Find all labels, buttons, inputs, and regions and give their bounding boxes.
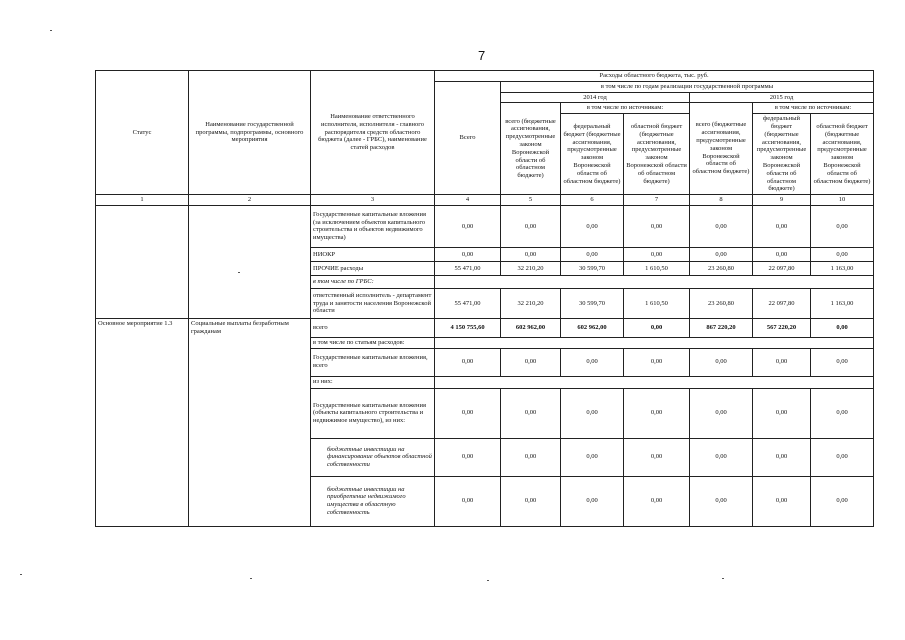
value-cell: 0,00 <box>561 388 624 438</box>
value-cell: 0,00 <box>753 388 811 438</box>
header-col10: областной бюджет (бюджетные ассигнования, предусмотренные законом Воронежской области об областном бюджете) <box>811 114 874 195</box>
value-cell: 32 210,20 <box>501 288 561 318</box>
value-cell: 0,00 <box>690 348 753 376</box>
row-label: в том числе по статьям расходов: <box>311 337 435 348</box>
col-number: 2 <box>189 195 311 206</box>
header-program: Наименование государственной программы, подпрограммы, основного мероприятия <box>189 71 311 195</box>
value-cell: 0,00 <box>753 247 811 261</box>
value-cell: 0,00 <box>435 476 501 526</box>
value-cell: 867 220,20 <box>690 318 753 337</box>
value-cell: 0,00 <box>501 348 561 376</box>
budget-table <box>95 70 874 527</box>
col-number: 1 <box>96 195 189 206</box>
value-cell: 0,00 <box>435 205 501 247</box>
value-cell: 0,00 <box>561 438 624 476</box>
header-year-2014: 2014 год <box>501 92 690 103</box>
value-cell: 0,00 <box>435 388 501 438</box>
header-executor: Наименование ответственного исполнителя, исполнителя - главного распорядителя средств областного бюджета (далее - ГРБС), наименование статей расходов <box>311 71 435 195</box>
value-cell: 0,00 <box>753 476 811 526</box>
scan-speck <box>50 30 52 31</box>
row-label: бюджетные инвестиции на приобретение недвижимого имущества в областную собственность <box>311 476 435 526</box>
value-cell: 32 210,20 <box>501 261 561 275</box>
value-cell: 0,00 <box>690 438 753 476</box>
value-cell: 0,00 <box>811 318 874 337</box>
scan-speck <box>250 578 252 579</box>
value-cell: 23 260,80 <box>690 261 753 275</box>
header-col5: всего (бюджетные ассигнования, предусмотренные законом Воронежской области об областном бюджете) <box>501 103 561 195</box>
col-number: 7 <box>624 195 690 206</box>
value-cell: 0,00 <box>811 388 874 438</box>
row-label: НИОКР <box>311 247 435 261</box>
value-cell: 0,00 <box>501 205 561 247</box>
scan-speck <box>238 272 240 273</box>
status-cell-empty <box>96 205 189 318</box>
value-cell: 22 097,80 <box>753 288 811 318</box>
scan-speck <box>20 574 22 575</box>
value-cell: 0,00 <box>561 476 624 526</box>
row-label: в том числе по ГРБС: <box>311 275 435 288</box>
value-cell: 0,00 <box>435 348 501 376</box>
row-label: Государственные капитальные вложения (объекты капитального строительства и недвижимое имущество), из них: <box>311 388 435 438</box>
value-cell: 0,00 <box>501 438 561 476</box>
row-label: Государственные капитальные вложения (за исключением объектов капитального строительства и объектов недвижимого имущества) <box>311 205 435 247</box>
page-number: 7 <box>478 48 486 63</box>
value-cell: 0,00 <box>811 438 874 476</box>
header-status: Статус <box>96 71 189 195</box>
value-cell: 0,00 <box>753 438 811 476</box>
col-number: 9 <box>753 195 811 206</box>
header-sources-2015: в том числе по источникам: <box>753 103 874 114</box>
value-cell: 0,00 <box>624 348 690 376</box>
row-label: из них: <box>311 376 435 388</box>
value-cell: 0,00 <box>561 348 624 376</box>
col-number: 10 <box>811 195 874 206</box>
value-cell: 23 260,80 <box>690 288 753 318</box>
table-row <box>96 318 874 337</box>
col-number: 3 <box>311 195 435 206</box>
value-cell: 0,00 <box>624 318 690 337</box>
header-col9: федеральный бюджет (бюджетные ассигнования, предусмотренные законом Воронежской области об областном бюджете) <box>753 114 811 195</box>
value-cell: 0,00 <box>501 476 561 526</box>
value-cell: 0,00 <box>435 438 501 476</box>
row-label: бюджетные инвестиции на финансирование объектов областной собственности <box>311 438 435 476</box>
value-cell: 1 163,00 <box>811 288 874 318</box>
value-cell: 0,00 <box>624 247 690 261</box>
value-cell: 602 962,00 <box>561 318 624 337</box>
header-by-years: в том числе по годам реализации государственной программы <box>501 81 874 92</box>
value-cell: 1 610,50 <box>624 288 690 318</box>
value-cell: 0,00 <box>690 476 753 526</box>
value-cell: 0,00 <box>690 205 753 247</box>
row-label: ответственный исполнитель - департамент труда и занятости населения Воронежской области <box>311 288 435 318</box>
value-cell: 22 097,80 <box>753 261 811 275</box>
value-cell: 0,00 <box>624 205 690 247</box>
value-cell: 0,00 <box>690 388 753 438</box>
value-cell: 30 599,70 <box>561 288 624 318</box>
value-cell: 1 610,50 <box>624 261 690 275</box>
value-cell: 0,00 <box>753 205 811 247</box>
value-cell: 0,00 <box>811 205 874 247</box>
header-col6: федеральный бюджет (бюджетные ассигнования, предусмотренные законом Воронежской области об областном бюджете) <box>561 114 624 195</box>
header-col7: областной бюджет (бюджетные ассигнования, предусмотренные законом Воронежской области об областном бюджете) <box>624 114 690 195</box>
row-label: ПРОЧИЕ расходы <box>311 261 435 275</box>
value-cell: 0,00 <box>753 348 811 376</box>
header-sources-2014: в том числе по источникам: <box>561 103 690 114</box>
value-cell: 30 599,70 <box>561 261 624 275</box>
row-label: всего <box>311 318 435 337</box>
table-row <box>96 205 874 247</box>
value-cell: 0,00 <box>811 247 874 261</box>
col-number: 6 <box>561 195 624 206</box>
column-numbers-row <box>96 195 874 206</box>
col-number: 4 <box>435 195 501 206</box>
header-total: Всего <box>435 81 501 194</box>
value-cell: 602 962,00 <box>501 318 561 337</box>
value-cell: 0,00 <box>624 388 690 438</box>
empty-cell <box>435 376 874 388</box>
value-cell: 4 150 755,60 <box>435 318 501 337</box>
empty-cell <box>435 275 874 288</box>
value-cell: 0,00 <box>561 205 624 247</box>
header-col8: всего (бюджетные ассигнования, предусмотренные законом Воронежской области об областном бюджете) <box>690 103 753 195</box>
value-cell: 55 471,00 <box>435 288 501 318</box>
value-cell: 0,00 <box>811 348 874 376</box>
value-cell: 0,00 <box>811 476 874 526</box>
value-cell: 1 163,00 <box>811 261 874 275</box>
value-cell: 567 220,20 <box>753 318 811 337</box>
value-cell: 0,00 <box>501 247 561 261</box>
value-cell: 0,00 <box>501 388 561 438</box>
empty-cell <box>435 337 874 348</box>
row-label: Государственные капитальные вложения, всего <box>311 348 435 376</box>
col-number: 8 <box>690 195 753 206</box>
value-cell: 0,00 <box>624 476 690 526</box>
col-number: 5 <box>501 195 561 206</box>
scan-speck <box>487 580 489 581</box>
program-name-cell: Социальные выплаты безработным гражданам <box>189 318 311 526</box>
value-cell: 55 471,00 <box>435 261 501 275</box>
value-cell: 0,00 <box>435 247 501 261</box>
value-cell: 0,00 <box>624 438 690 476</box>
value-cell: 0,00 <box>561 247 624 261</box>
header-expenses: Расходы областного бюджета, тыс. руб. <box>435 71 874 82</box>
scan-speck <box>722 578 724 579</box>
header-year-2015: 2015 год <box>690 92 874 103</box>
value-cell: 0,00 <box>690 247 753 261</box>
status-cell: Основное мероприятие 1.3 <box>96 318 189 526</box>
program-cell-empty <box>189 205 311 318</box>
